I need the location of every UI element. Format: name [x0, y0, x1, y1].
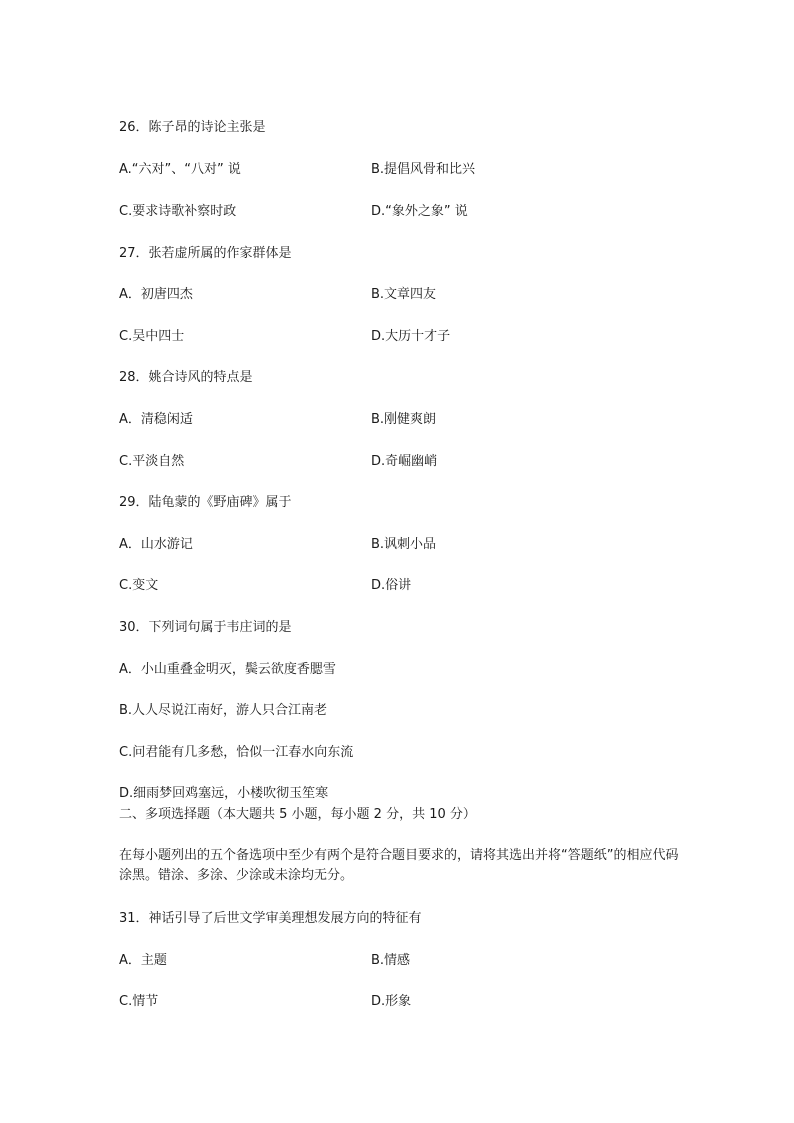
question-27-option-d: D.大历十才子: [371, 329, 451, 344]
question-27-stem: 27．张若虚所属的作家群体是: [119, 246, 292, 261]
question-29-option-b: B.讽刺小品: [371, 537, 437, 552]
question-30-stem: 30．下列词句属于韦庄词的是: [119, 620, 292, 635]
question-27-option-c: C.吴中四士: [119, 329, 185, 344]
question-29-stem: 29．陆龟蒙的《野庙碑》属于: [119, 495, 292, 510]
question-30-option-b: B.人人尽说江南好，游人只合江南老: [119, 703, 328, 718]
question-29-option-c: C.变文: [119, 578, 159, 593]
question-27-option-a: A．初唐四杰: [119, 287, 193, 302]
section-2-instruction: 在每小题列出的五个备选项中至少有两个是符合题目要求的，请将其选出并将“答题纸”的相应代码涂黑。错涂、多涂、少涂或未涂均无分。: [119, 848, 679, 883]
question-28-option-d: D.奇崛幽峭: [371, 454, 438, 469]
question-26-option-c: C.要求诗歌补察时政: [119, 204, 237, 219]
question-28-option-b: B.刚健爽朗: [371, 412, 437, 427]
question-26-option-a: A.“六对”、“八对” 说: [119, 162, 241, 177]
question-28-stem: 28．姚合诗风的特点是: [119, 370, 253, 385]
question-31-option-c: C.情节: [119, 994, 159, 1009]
question-26-option-b: B.提倡风骨和比兴: [371, 162, 476, 177]
question-31-option-a: A．主题: [119, 953, 167, 968]
question-28-option-c: C.平淡自然: [119, 454, 185, 469]
question-31-option-d: D.形象: [371, 994, 412, 1009]
question-27-option-b: B.文章四友: [371, 287, 437, 302]
question-29-option-a: A．山水游记: [119, 537, 193, 552]
question-28-option-a: A．清稳闲适: [119, 412, 193, 427]
question-29-option-d: D.俗讲: [371, 578, 412, 593]
question-26-stem: 26．陈子昂的诗论主张是: [119, 120, 266, 135]
question-30-option-c: C.问君能有几多愁，恰似一江春水向东流: [119, 745, 354, 760]
question-26-option-d: D.“象外之象” 说: [371, 204, 468, 219]
question-30-option-d: D.细雨梦回鸡塞远，小楼吹彻玉笙寒: [119, 786, 329, 801]
question-31-stem: 31．神话引导了后世文学审美理想发展方向的特征有: [119, 911, 422, 926]
question-30-option-a: A．小山重叠金明灭，鬓云欲度香腮雪: [119, 662, 336, 677]
question-31-option-b: B.情感: [371, 953, 411, 968]
section-2-heading: 二、多项选择题（本大题共 5 小题，每小题 2 分，共 10 分）: [119, 807, 476, 822]
